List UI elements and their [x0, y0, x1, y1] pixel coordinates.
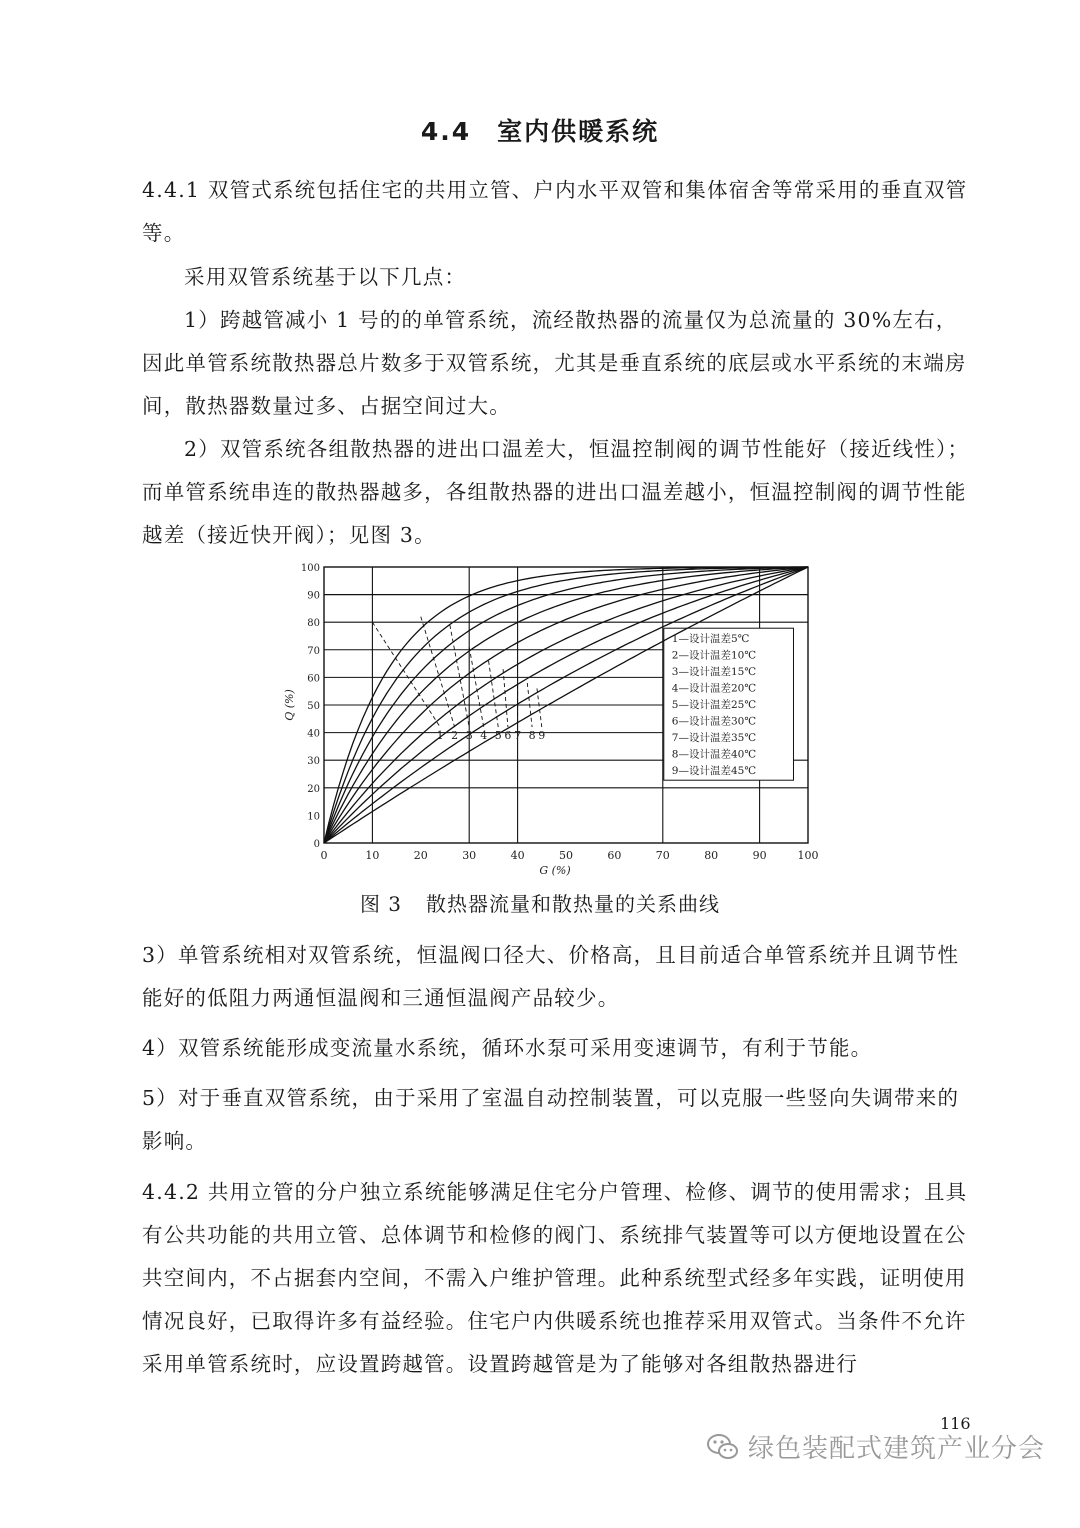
- watermark: [706, 1428, 1045, 1465]
- paragraph-intro: 采用双管系统基于以下几点：: [184, 265, 467, 289]
- figure-caption-text: 散热器流量和散热量的关系曲线: [426, 892, 721, 916]
- y-tick-label: 80: [307, 618, 320, 630]
- legend-entry: 9—设计温差45℃: [671, 765, 757, 778]
- paragraph-point-1: 1）跨越管减小 1 号的的单管系统，流经散热器的流量仅为总流量的 30%左右，因此单管系统散热器总片数多于双管系统，尤其是垂直系统的底层或水平系统的末端房间，散热器数量过多、占据空间过大。: [142, 308, 967, 418]
- x-tick-label: 40: [510, 849, 525, 862]
- curve-number-label: 6: [504, 729, 512, 743]
- x-tick-label: 0: [320, 849, 328, 862]
- paragraph-point-4: 4）双管系统能形成变流量水系统，循环水泵可采用变速调节，有利于节能。: [142, 1036, 873, 1060]
- y-tick-label: 0: [313, 839, 320, 850]
- figure-caption: [0, 888, 1080, 917]
- curve-number-label: 2: [451, 729, 459, 743]
- page-number: 116: [940, 1414, 971, 1433]
- y-axis-label: Q (%): [283, 689, 296, 721]
- x-tick-label: 50: [559, 849, 573, 862]
- x-tick-label: 80: [704, 849, 719, 862]
- guide-line: [372, 622, 440, 727]
- flow-heat-chart: [283, 555, 819, 880]
- paragraph-point-2: 2）双管系统各组散热器的进出口温差大，恒温控制阀的调节性能好（接近线性）；而单管系统串连的散热器越多，各组散热器的进出口温差越小，恒温控制阀的调节性能越差（接近快开阀）；见图 3。: [142, 437, 970, 547]
- x-tick-label: 60: [607, 849, 622, 862]
- x-tick-label: 10: [365, 849, 380, 862]
- x-tick-label: 30: [462, 849, 477, 862]
- curve-number-label: 5: [494, 729, 502, 743]
- paragraph-4-4-1: 4.4.1 双管式系统包括住宅的共用立管、户内水平双管和集体宿舍等常采用的垂直双管等。: [142, 178, 968, 245]
- legend-entry: 1—设计温差5℃: [671, 633, 750, 646]
- y-tick-label: 10: [307, 811, 320, 823]
- curve-number-label: 3: [465, 729, 473, 743]
- curve-number-label: 7: [514, 729, 522, 743]
- curve-number-label: 4: [480, 729, 488, 743]
- x-tick-label: 90: [752, 849, 767, 862]
- paragraph-4-4-2: 4.4.2 共用立管的分户独立系统能够满足住宅分户管理、检修、调节的使用需求；且具有公共功能的共用立管、总体调节和检修的阀门、系统排气装置等可以方便地设置在公共空间内，不占据套内空间，不需入户维护管理。此种系统型式经多年实践，证明使用情况良好，已取得许多有益经验。住宅户内供暖系统也推荐采用双管式。当条件不允许采用单管系统时，应设置跨越管。设置跨越管是为了能够对各组散热器进行: [142, 1180, 968, 1376]
- section-number: 4.4: [420, 117, 472, 146]
- legend-entry: 2—设计温差10℃: [671, 649, 757, 662]
- paragraph-point-3: 3）单管系统相对双管系统，恒温阀口径大、价格高，且目前适合单管系统并且调节性能好的低阻力两通恒温阀和三通恒温阀产品较少。: [142, 943, 960, 1010]
- y-tick-label: 100: [300, 563, 320, 574]
- legend-entry: 4—设计温差20℃: [671, 682, 757, 695]
- guide-line: [489, 661, 499, 727]
- figure-label: 图 3: [359, 892, 403, 916]
- legend-entry: 7—设计温差35℃: [671, 732, 757, 745]
- section-title: [0, 112, 1080, 148]
- legend-entry: 6—设计温差30℃: [671, 715, 757, 728]
- y-tick-label: 60: [307, 673, 320, 685]
- y-tick-label: 90: [307, 590, 320, 602]
- x-tick-label: 70: [655, 849, 670, 862]
- x-tick-label: 100: [797, 849, 819, 862]
- legend-entry: 5—设计温差25℃: [671, 699, 757, 712]
- chart-legend: [664, 628, 794, 780]
- y-tick-label: 50: [307, 701, 320, 712]
- x-tick-label: 20: [413, 849, 428, 862]
- curve-number-label: 8: [528, 729, 536, 743]
- x-axis-label: G (%): [539, 864, 571, 877]
- curve-number-label: 1: [436, 729, 444, 743]
- paragraph-point-5: 5）对于垂直双管系统，由于采用了室温自动控制装置，可以克服一些竖向失调带来的影响。: [142, 1086, 960, 1153]
- wechat-icon: [706, 1432, 740, 1462]
- watermark-text: 绿色装配式建筑产业分会: [748, 1434, 1046, 1464]
- legend-entry: 3—设计温差15℃: [671, 666, 757, 679]
- legend-entry: 8—设计温差40℃: [671, 748, 757, 761]
- section-title-text: 室内供暖系统: [497, 117, 660, 146]
- y-tick-label: 40: [307, 728, 320, 740]
- curve-number-label: 9: [538, 729, 546, 743]
- y-tick-label: 70: [307, 645, 320, 657]
- y-tick-label: 30: [307, 756, 320, 768]
- y-tick-label: 20: [307, 783, 320, 795]
- guide-line: [537, 688, 542, 727]
